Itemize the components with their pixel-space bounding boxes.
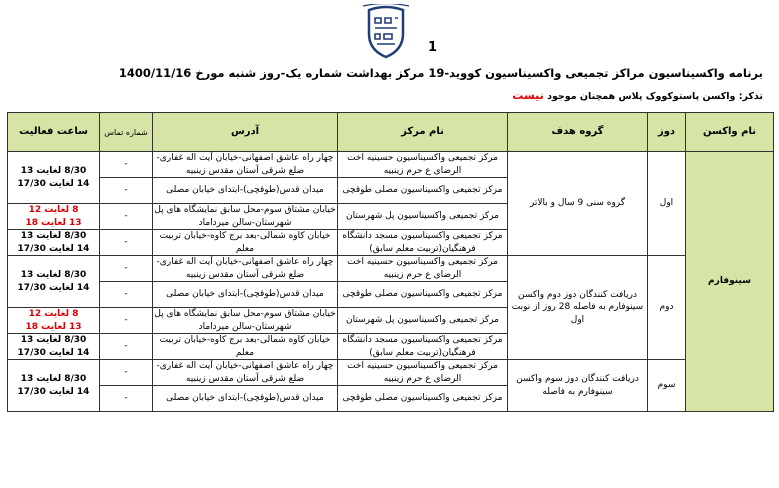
header-phone: شماره تماس [100,113,153,152]
time-line: 8/30 لغایت 13 [20,270,87,280]
address-cell: خیابان مشتاق سوم-محل سابق نمایشگاه های پل شهرستان-سالن میرداماد [154,205,336,228]
time-line: 8/30 لغایت 13 [20,335,87,345]
time-line: 14 لغایت 17/30 [17,243,90,254]
time-line: 13 لغایت 18 [25,217,82,228]
center-cell: مرکز تجمیعی واکسیناسیون مصلی طوقچی [338,282,508,308]
center-cell: مرکز تجمیعی واکسیناسیون مسجد دانشگاه فرهنگیان(تربیت معلم سابق) [338,230,508,256]
header-center: نام مرکز [338,113,508,152]
header-dose: دوز [648,113,686,152]
note-highlight: نیست [512,89,544,102]
phone-cell: - [100,204,153,230]
time-line: 8 لغایت 12 [28,309,79,319]
address-cell: چهار راه عاشق اصفهانی-خیابان آیت اله غفاری-ضلع شرقی آستان مقدس زینبیه [153,152,338,178]
center-cell: مرکز تجمیعی واکسیناسیون پل شهرستان [338,204,508,230]
phone-cell: - [100,308,153,334]
target-group-cell: دریافت کنندگان دوز دوم واکسن سینوفارم به فاصله 28 روز از نوبت اول [508,256,648,360]
header-vaccine: نام واکسن [686,113,774,152]
center-cell: مرکز تجمیعی واکسیناسیون حسینیه اخت الرضای ع حرم زینبیه [338,152,508,178]
phone-cell: - [100,256,153,282]
time-cell [8,204,100,230]
dose-cell: اول [648,152,686,256]
note-text: تذکر: واکسن پاستوکووک پلاس همچنان موجود [543,91,763,102]
time-line: 14 لغایت 17/30 [17,386,90,397]
center-cell: مرکز تجمیعی واکسیناسیون مصلی طوقچی [338,178,508,204]
address-cell: میدان قدس(طوقچی)-ابتدای خیابان مصلی [153,178,338,204]
target-group-cell: گروه سنی 9 سال و بالاتر [508,152,648,256]
time-line: 8/30 لغایت 13 [20,166,87,176]
phone-cell: - [100,360,153,386]
time-cell [8,334,100,360]
time-line: 8 لغایت 12 [28,205,79,215]
vaccination-schedule-table [7,112,774,412]
header-target-group: گروه هدف [508,113,648,152]
center-cell: مرکز تجمیعی واکسیناسیون پل شهرستان [338,308,508,334]
phone-cell: - [100,282,153,308]
dose-cell: سوم [648,360,686,412]
address-cell: خیابان کاوه شمالی-بعد برج کاوه-خیابان تربیت معلم [153,334,338,360]
address-cell: خیابان کاوه شمالی-بعد برج کاوه-خیابان تربیت معلم [153,230,338,256]
dose-cell: دوم [648,256,686,360]
time-line: 14 لغایت 17/30 [17,347,90,358]
time-line: 14 لغایت 17/30 [17,282,90,293]
center-cell: مرکز تجمیعی واکسیناسیون مسجد دانشگاه فرهنگیان(تربیت معلم سابق) [338,334,508,360]
time-cell [8,230,100,256]
university-logo-icon [355,4,417,60]
header-address: آدرس [153,113,338,152]
header-time: ساعت فعالیت [8,113,100,152]
time-cell [8,308,100,334]
phone-cell: - [100,386,153,412]
time-cell [8,152,100,204]
address-cell: خیابان مشتاق سوم-محل سابق نمایشگاه های پل شهرستان-سالن میرداماد [154,309,336,332]
table-header-row [8,113,774,152]
phone-cell: - [100,230,153,256]
address-cell: میدان قدس(طوقچی)-ابتدای خیابان مصلی [153,386,338,412]
center-cell: مرکز تجمیعی واکسیناسیون حسینیه اخت الرضای ع حرم زینبیه [338,256,508,282]
note-line [512,89,763,102]
time-line: 8/30 لغایت 13 [20,374,87,384]
time-line: 14 لغایت 17/30 [17,178,90,189]
page-title: برنامه واکسیناسیون مراکز تجمیعی واکسیناسیون کووید-19 مرکز بهداشت شماره یک-روز شنبه مورخ 1400/11/16 [118,66,763,80]
vaccine-cell: سینوفارم [686,152,774,412]
address-cell: چهار راه عاشق اصفهانی-خیابان آیت اله غفاری-ضلع شرقی آستان مقدس زینبیه [153,256,338,282]
center-cell: مرکز تجمیعی واکسیناسیون حسینیه اخت الرضای ع حرم زینبیه [338,360,508,386]
address-cell: میدان قدس(طوقچی)-ابتدای خیابان مصلی [153,282,338,308]
time-cell [8,360,100,412]
table-row [8,256,774,282]
table-row [8,360,774,386]
phone-cell: - [100,178,153,204]
time-line: 8/30 لغایت 13 [20,231,87,241]
address-cell: چهار راه عاشق اصفهانی-خیابان آیت اله غفاری-ضلع شرقی آستان مقدس زینبیه [153,360,338,386]
phone-cell: - [100,152,153,178]
target-group-cell: دریافت کنندگان دوز سوم واکسن سینوفارم به فاصله [508,360,648,412]
page-number: 1 [428,40,438,55]
table-row [8,152,774,178]
time-cell [8,256,100,308]
time-line: 13 لغایت 18 [25,321,82,332]
center-cell: مرکز تجمیعی واکسیناسیون مصلی طوقچی [338,386,508,412]
phone-cell: - [100,334,153,360]
